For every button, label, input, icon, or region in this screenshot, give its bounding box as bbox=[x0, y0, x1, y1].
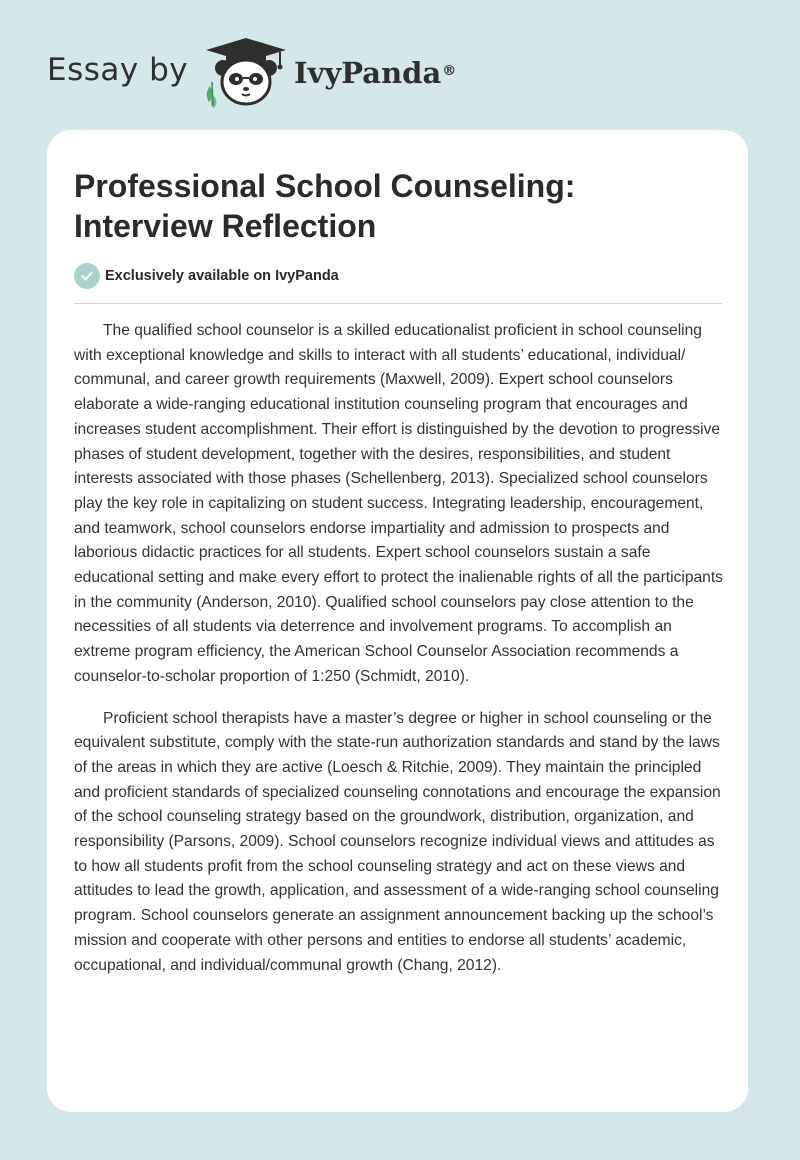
exclusive-badge-text: Exclusively available on IvyPanda bbox=[105, 268, 339, 284]
paragraph: The qualified school counselor is a skilled educationalist proficient in school counseling with exceptional knowledge and skills to interact with all students’ educational, individual/ communal, and career growth requirements (Maxwell, 2009). Expert school counselors elaborate a wide-ranging educational institution counseling program that encourages and increases student accomplishment. Their effort is distinguished by the devotion to progressive phases of student development, together with the desires, responsibilities, and student interests associated with those phases (Schellenberg, 2013). Specialized school counselors play the key role in capitalizing on student success. Integrating leadership, encouragement, and teamwork, school counselors endorse impartiality and admission to prospects and laborious didactic practices for all students. Expert school counselors sustain a safe educational setting and make every effort to protect the inalienable rights of all the participants in the community (Anderson, 2010). Qualified school counselors pay close attention to the necessities of all students via deterrence and involvement programs. To accomplish an extreme program efficiency, the American School Counselor Association recommends a counselor-to-scholar proportion of 1:250 (Schmidt, 2010). bbox=[74, 322, 723, 685]
panda-graduate-icon[interactable] bbox=[200, 36, 292, 108]
check-icon bbox=[74, 263, 100, 289]
divider bbox=[74, 303, 722, 304]
essay-by-label: Essay by bbox=[47, 52, 189, 88]
article-body bbox=[74, 319, 726, 995]
site-header bbox=[0, 0, 800, 130]
brand-name[interactable]: IvyPanda® bbox=[294, 56, 457, 90]
exclusive-badge bbox=[74, 263, 339, 289]
registered-mark: ® bbox=[442, 63, 457, 79]
paragraph: Proficient school therapists have a master’s degree or higher in school counseling or the equivalent substitute, comply with the state-run authorization standards and stand by the laws of the areas in which they are active (Loesch & Ritchie, 2009). They maintain the principled and proficient standards of specialized counseling connotations and encourage the expansion of the school counseling strategy based on the groundwork, distribution, organization, and responsibility (Parsons, 2009). School counselors recognize individual views and attitudes as to how all students profit from the school counseling strategy and act on these views and attitudes to lead the growth, application, and assessment of a wide-ranging school counseling program. School counselors generate an assignment announcement backing up the school’s mission and cooperate with other persons and entities to endorse all students’ academic, occupational, and individual/communal growth (Chang, 2012). bbox=[74, 709, 721, 974]
article-card bbox=[47, 130, 748, 1112]
article-title: Professional School Counseling: Interview Reflection bbox=[74, 168, 576, 244]
